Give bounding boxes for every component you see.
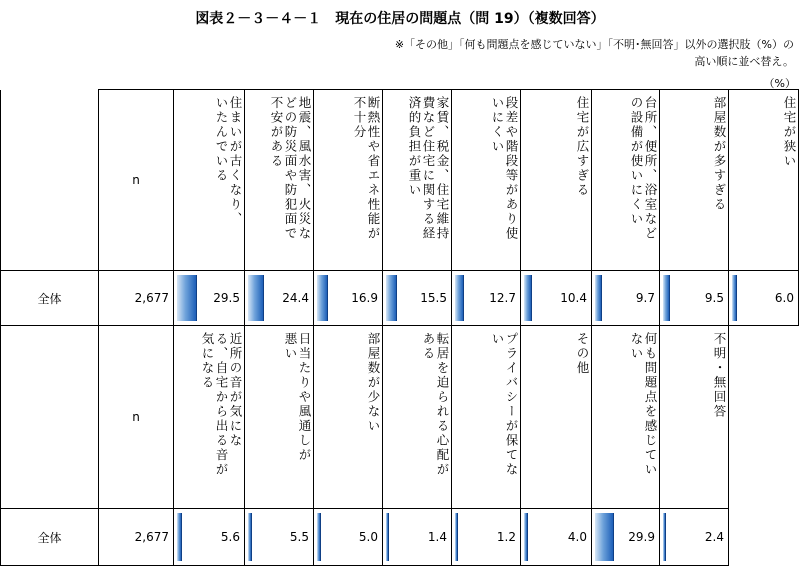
value-bar <box>177 275 197 321</box>
header-too-large: 住宅が広すぎる <box>575 96 590 198</box>
value-bar <box>595 513 614 561</box>
header-too-few-rooms: 部屋数が少ない <box>366 332 381 434</box>
header-steps: 段差や階段等があり使 いにくい <box>490 96 519 241</box>
value-text: 5.6 <box>220 530 240 544</box>
value-bar <box>663 275 670 321</box>
n-header: n <box>99 90 174 271</box>
value-bar <box>732 275 737 321</box>
value-text: 6.0 <box>774 291 794 305</box>
value-text: 9.7 <box>635 291 655 305</box>
value-bar <box>317 275 328 321</box>
value-text: 24.4 <box>282 291 309 305</box>
value-text: 10.4 <box>560 291 587 305</box>
header-no-answer: 不明・無回答 <box>712 332 727 419</box>
value-text: 5.5 <box>289 530 309 544</box>
row-label: 全体 <box>1 271 99 326</box>
header-too-many-rooms: 部屋数が多すぎる <box>712 96 727 212</box>
header-other: その他 <box>575 332 590 376</box>
table-row <box>1 271 799 326</box>
header-forced-move: 転居を迫られる心配が ある <box>421 332 450 477</box>
value-bar <box>524 513 528 561</box>
corner-cell <box>1 326 99 509</box>
sort-note-line2: 高い順に並べ替え。 <box>694 55 794 68</box>
value-bar <box>177 513 182 561</box>
value-bar <box>663 513 666 561</box>
value-text: 9.5 <box>704 291 724 305</box>
header-facilities: 台所、便所、浴室など の設備が使いにくい <box>629 96 658 241</box>
value-bar <box>455 275 464 321</box>
value-bar <box>386 275 397 321</box>
value-text: 2.4 <box>704 530 724 544</box>
n-header: n <box>99 326 174 509</box>
header-disaster-crime: 地震、風水害、火災な どの防災面や防犯面で 不安がある <box>269 96 312 241</box>
value-text: 15.5 <box>420 291 447 305</box>
empty-cell <box>729 509 799 566</box>
value-bar <box>595 275 602 321</box>
corner-cell <box>1 90 99 271</box>
header-economic-burden: 家賃、税金、住宅維持 費など住宅に関する経 済的負担が重い <box>407 96 450 241</box>
value-bar <box>524 275 532 321</box>
value-text: 29.5 <box>213 291 240 305</box>
n-value: 2,677 <box>99 509 174 566</box>
unit-label: （%） <box>763 77 796 90</box>
value-bar <box>248 513 252 561</box>
header-no-problems: 何も問題点を感じてい ない <box>629 332 658 477</box>
header-noise: 近所の音が気にな る、自宅から出る音が 気になる <box>200 332 243 477</box>
header-privacy: プライバシーが保てな い <box>490 332 519 477</box>
empty-cell <box>729 326 799 509</box>
figure-title: 図表２－３－４－１ 現在の住居の問題点（問 19）（複数回答） <box>195 11 605 27</box>
value-text: 12.7 <box>489 291 516 305</box>
header-too-small: 住宅が狭い <box>782 96 797 169</box>
value-bar <box>455 513 458 561</box>
value-text: 29.9 <box>628 530 655 544</box>
value-text: 1.2 <box>496 530 516 544</box>
row-label: 全体 <box>1 509 99 566</box>
results-table <box>0 89 799 566</box>
header-insulation: 断熱性や省エネ性能が 不十分 <box>352 96 381 241</box>
table-row <box>1 509 799 566</box>
value-bar <box>317 513 321 561</box>
value-text: 1.4 <box>427 530 447 544</box>
value-text: 16.9 <box>351 291 378 305</box>
value-text: 4.0 <box>567 530 587 544</box>
header-aging: 住まいが古くなり、 いたんでいる <box>214 96 243 227</box>
sort-note-line1: ※「その他」「何も問題点を感じていない」「不明･無回答」以外の選択肢（%）の <box>394 38 794 51</box>
value-text: 5.0 <box>358 530 378 544</box>
n-value: 2,677 <box>99 271 174 326</box>
value-bar <box>248 275 264 321</box>
value-bar <box>386 513 389 561</box>
header-sunlight: 日当たりや風通しが 悪い <box>283 332 312 463</box>
